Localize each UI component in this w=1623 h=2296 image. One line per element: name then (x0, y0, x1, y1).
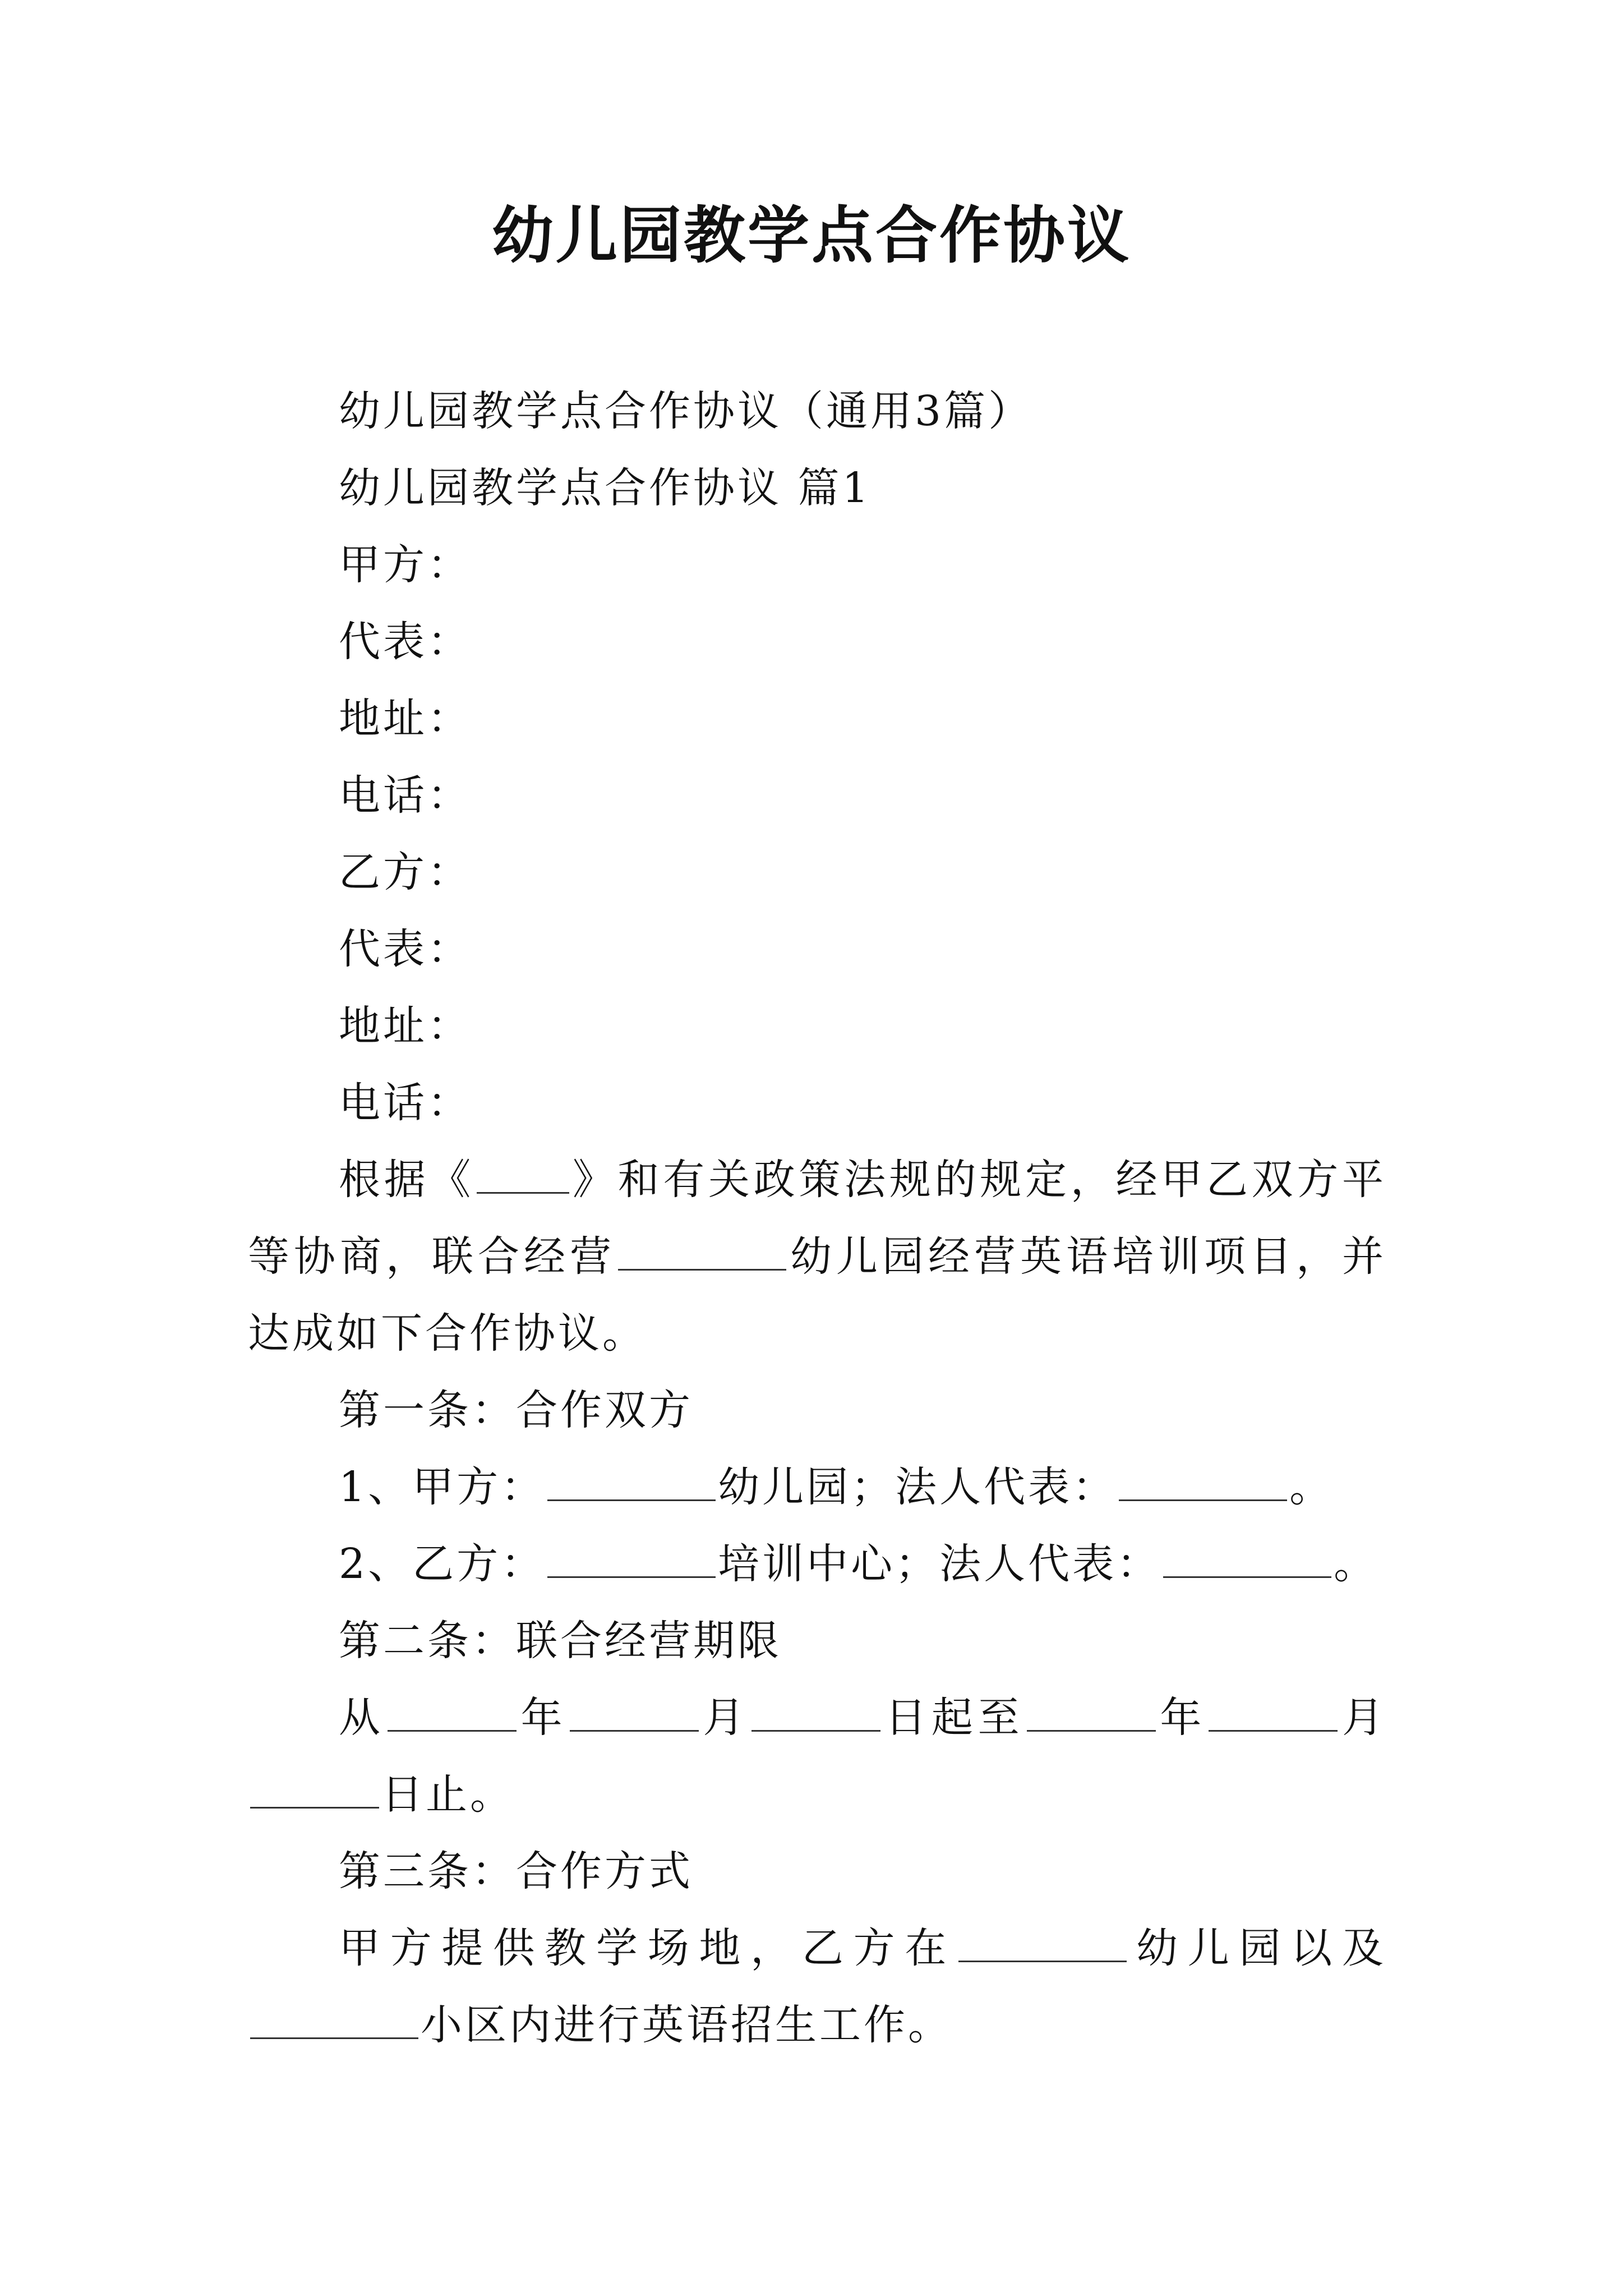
blank-start-month (570, 1692, 699, 1732)
article3-heading: 第三条：合作方式 (339, 1847, 693, 1895)
blank-end-day (250, 1769, 379, 1809)
party-a-label: 甲方： (339, 541, 472, 589)
intro-part1: 根据《 (339, 1156, 475, 1204)
article1-heading: 第一条：合作双方 (339, 1386, 693, 1434)
article3-text-c: 小区内进行英语招生工作。 (421, 2001, 952, 2049)
party-b-address: 地址： (339, 1002, 472, 1050)
party-b-phone: 电话： (339, 1079, 472, 1127)
term-from: 从 (339, 1694, 385, 1742)
intro-paragraph (248, 1142, 1386, 1372)
document-body (248, 373, 1386, 2064)
article1-item2 (248, 1526, 1386, 1603)
article2-heading: 第二条：联合经营期限 (339, 1617, 782, 1665)
party-a-address: 地址： (339, 694, 472, 743)
party-a-rep: 代表： (339, 618, 472, 666)
term-month1: 月 (700, 1694, 750, 1742)
blank-community (250, 2000, 418, 2039)
blank-end-year (1027, 1692, 1156, 1732)
term-day-to: 日起至 (883, 1694, 1025, 1742)
term-year2: 年 (1158, 1694, 1207, 1742)
article3-text-b: 幼儿园以及 (1129, 1924, 1387, 1972)
document-title: 幼儿园教学点合作协议 (492, 199, 1131, 272)
item1-kindergarten: 幼儿园；法人代表： (718, 1463, 1117, 1511)
blank-law-name (477, 1154, 569, 1194)
blank-party-a-legal-rep (1119, 1462, 1287, 1501)
party-a-phone: 电话： (339, 771, 472, 820)
item2-end: 。 (1334, 1540, 1378, 1588)
term-year1: 年 (518, 1694, 568, 1742)
article1-item1 (248, 1449, 1386, 1526)
intro-part2: 》和有关政策法规的规定，经甲乙双方平等协商，联合经营 (248, 1156, 1387, 1281)
item1-party-a: 1、甲方： (339, 1463, 546, 1511)
subtitle: 幼儿园教学点合作协议（通用3篇） (339, 387, 1033, 435)
item1-end: 。 (1289, 1463, 1334, 1511)
blank-party-b-legal-rep (1163, 1539, 1331, 1578)
article2-term (248, 1680, 1386, 1833)
term-day-end: 日止。 (381, 1770, 514, 1819)
party-b-label: 乙方： (339, 848, 472, 896)
blank-start-day (751, 1692, 880, 1732)
article3-text-a: 甲方提供教学场地，乙方在 (339, 1924, 957, 1972)
section-heading: 幼儿园教学点合作协议 篇1 (339, 464, 872, 512)
intro-part3: 幼儿园经营英语培训项目，并达成如下合作协议。 (248, 1232, 1386, 1358)
party-b-rep: 代表： (339, 925, 472, 973)
article3-text (248, 1910, 1386, 2064)
item2-party-b: 2、乙方： (339, 1540, 546, 1588)
blank-party-a-name (547, 1462, 716, 1501)
blank-kindergarten-name (618, 1231, 786, 1271)
blank-kindergarten (958, 1923, 1127, 1962)
blank-start-year (388, 1692, 517, 1732)
item2-training-center: 培训中心；法人代表： (718, 1540, 1161, 1588)
term-month2: 月 (1340, 1694, 1387, 1742)
blank-party-b-name (547, 1539, 716, 1578)
blank-end-month (1209, 1692, 1338, 1732)
